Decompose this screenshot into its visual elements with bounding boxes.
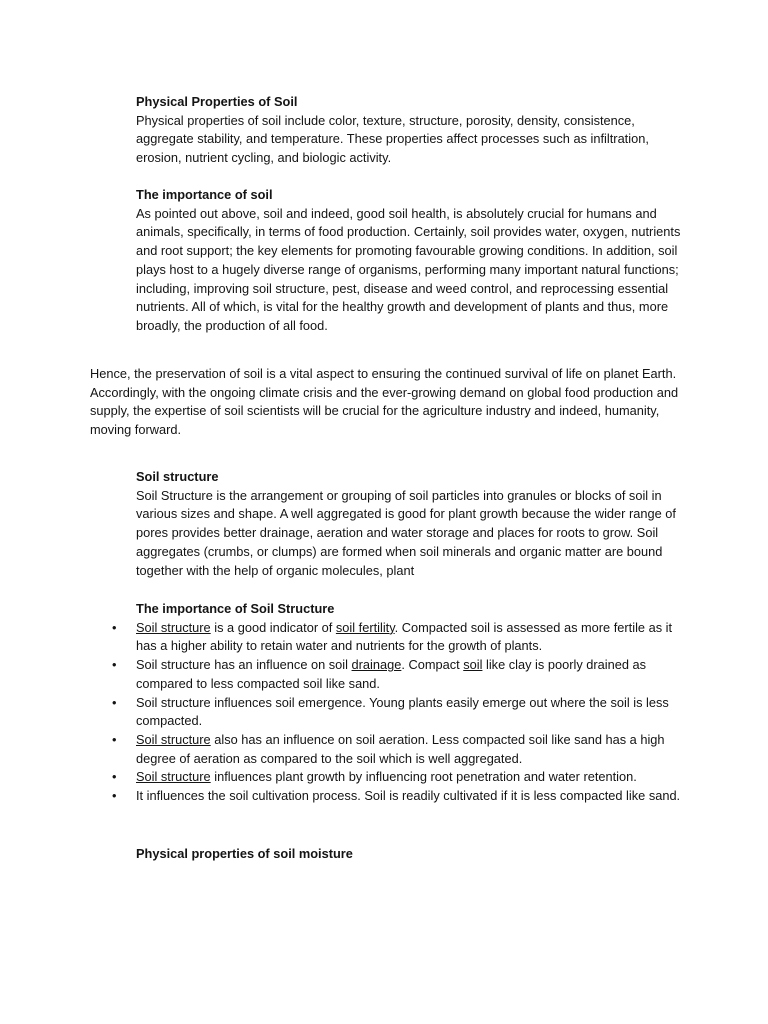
section-paragraph: Hence, the preservation of soil is a vital aspect to ensuring the continued survival of life on planet Earth. Accordingly, with the ongoing climate crisis and the ever-growing demand on global food production and supply, the expertise of soil scientists will be crucial for the agriculture industry and indeed, humanity, moving forward.: [90, 366, 679, 438]
list-text: like clay is poorly drained as compared to less compacted soil like sand.: [136, 657, 647, 691]
list-text: . Compacted soil is assessed as more fertile as it has a higher ability to retain water and nutrients for the growth of plants.: [136, 619, 673, 654]
bullet-list: [112, 619, 696, 806]
section-heading: Soil structure: [136, 469, 219, 484]
section-hence: [90, 365, 696, 440]
underlined-term: soil: [463, 657, 483, 673]
list-item: [112, 787, 696, 806]
list-item: [112, 731, 696, 768]
list-text: Soil structure influences soil emergence. Young plants easily emerge out where the soil is less compacted.: [136, 694, 669, 729]
underlined-term: Soil structure: [136, 619, 211, 635]
section-soil-structure: [136, 468, 696, 580]
bullet-icon: •: [112, 694, 117, 710]
section-importance-of-soil-structure: [112, 600, 696, 806]
list-text: is a good indicator of: [210, 619, 336, 635]
list-text: . Compact: [401, 657, 464, 673]
underlined-term: Soil structure: [136, 769, 211, 785]
underlined-term: Soil structure: [136, 731, 211, 747]
section-paragraph: As pointed out above, soil and indeed, good soil health, is absolutely crucial for humans and animals, specifically, in terms of food production. Certainly, soil provides water, oxygen, nutrients and root support; the key elements for promoting favourable growing conditions. In addition, soil plays host to a hugely diverse range of organisms, performing many important natural functions; including, improving soil structure, pest, disease and weed control, and reprocessing essential nutrients. All of which, is vital for the healthy growth and development of plants and thus, more broadly, the production of all food.: [136, 205, 681, 333]
section-paragraph: Soil Structure is the arrangement or grouping of soil particles into granules or blocks of soil in various sizes and shape. A well aggregated is good for plant growth because the wider range of pores provides better drainage, aeration and water storage and places for roots to grow. Soil aggregates (crumbs, or clumps) are formed when soil minerals and organic matter are bound together with the help of organic molecules, plant: [136, 487, 676, 578]
section-paragraph: Physical properties of soil include color, texture, structure, porosity, density, consistence, aggregate stability, and temperature. These properties affect processes such as infiltration, erosion, nutrient cycling, and biologic activity.: [136, 112, 649, 166]
bullet-icon: •: [112, 769, 117, 785]
underlined-term: soil fertility: [335, 619, 395, 635]
bullet-icon: •: [112, 788, 117, 804]
list-text: influences plant growth by influencing root penetration and water retention.: [210, 769, 637, 785]
list-text: It influences the soil cultivation process. Soil is readily cultivated if it is less compacted like sand.: [136, 788, 681, 804]
section-physical-properties: [136, 93, 696, 168]
bullet-icon: •: [112, 619, 117, 635]
list-text: Soil structure has an influence on soil: [136, 657, 352, 673]
bullet-icon: •: [112, 731, 117, 747]
list-item: [112, 656, 696, 693]
section-heading: Physical properties of soil moisture: [136, 846, 353, 861]
section-heading: The importance of Soil Structure: [136, 601, 335, 616]
list-text: also has an influence on soil aeration. Less compacted soil like sand has a high degree of aeration as compared to the soil which is well aggregated.: [136, 731, 665, 766]
underlined-term: drainage: [351, 657, 402, 673]
section-heading: The importance of soil: [136, 187, 273, 202]
section-heading: Physical Properties of Soil: [136, 94, 298, 109]
section-soil-moisture: [136, 845, 696, 864]
list-item: [112, 768, 696, 787]
list-item: [112, 619, 696, 656]
section-importance-of-soil: [136, 186, 696, 336]
bullet-icon: •: [112, 657, 117, 673]
list-item: [112, 694, 696, 731]
